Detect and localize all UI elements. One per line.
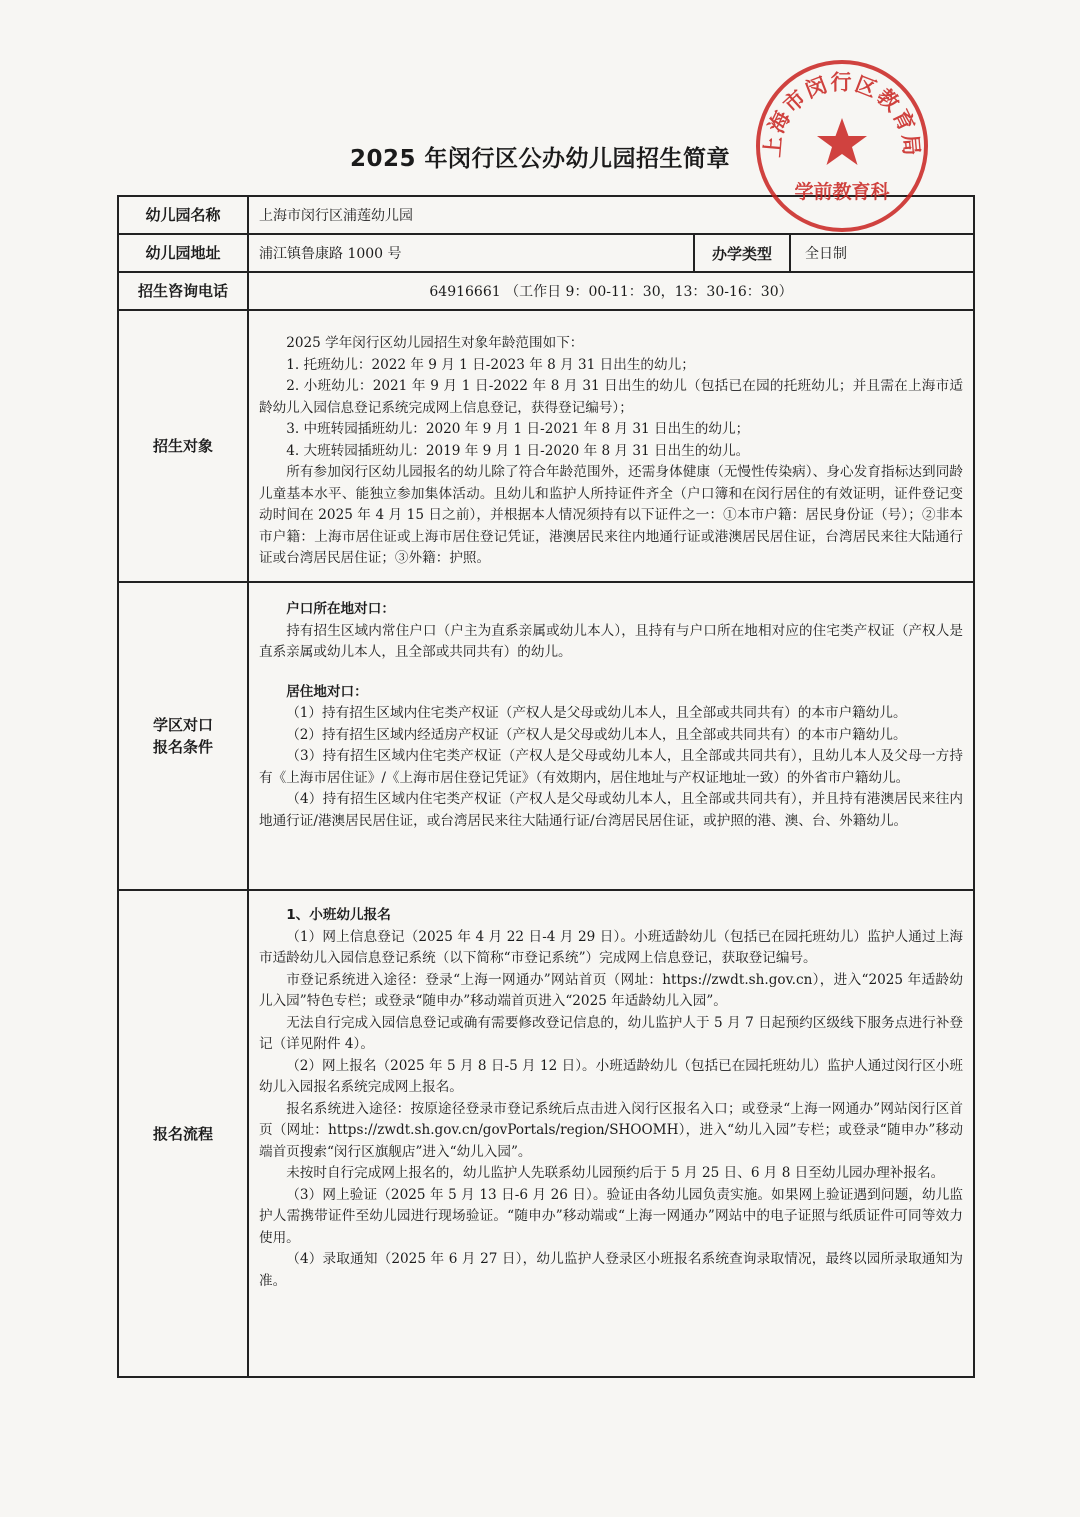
process-paragraph: 市登记系统进入途径：登录“上海一网通办”网站首页（网址：https://zwdt.sh.gov.cn），进入“2025 年适龄幼儿入园”特色专栏；或登录“随申办”移动端首页进入“2025 年适龄幼儿入园”。 [259,971,963,1009]
row-phone [119,273,973,311]
kindergarten-name-label: 幼儿园名称 [119,197,249,233]
row-process [119,891,973,1376]
target-paragraph: 所有参加闵行区幼儿园报名的幼儿除了符合年龄范围外，还需身体健康（无慢性传染病）、身心发育指标达到同龄儿童基本水平、能独立参加集体活动。且幼儿和监护人所持证件齐全（户口簿和在闵行居住的有效证明，证件登记变动时间在 2025 年 4 月 15 日之前），并根据本人情况须持有以下证件之一：①本市户籍：居民身份证（号）；②非本市户籍：上海市居住证或上海市居住登记凭证，港澳居民来往内地通行证或港澳居民居住证，台湾居民来往大陆通行证或台湾居民居住证；③外籍：护照。 [259,464,963,566]
process-paragraph: 报名系统进入途径：按原途径登录市登记系统后点击进入闵行区报名入口；或登录“上海一网通办”网站闵行区首页（网址：https://zwdt.sh.gov.cn/govPortals/region/SHOOMH），进入“幼儿入园”专栏；或登录“随申办”移动端首页搜索“闵行区旗舰店”进入“幼儿入园”。 [259,1100,963,1160]
district-body [259,599,963,832]
school-type-label: 办学类型 [693,235,791,271]
page-title: 2025 年闵行区公办幼儿园招生简章 [349,146,731,172]
enrollment-table [117,195,975,1378]
target-paragraph: 2. 小班幼儿：2021 年 9 月 1 日-2022 年 8 月 31 日出生的幼儿（包括已在园的托班幼儿；并且需在上海市适龄幼儿入园信息登记系统完成网上信息登记，获得登记编号）； [259,378,963,416]
process-paragraph: （1）网上信息登记（2025 年 4 月 22 日-4 月 29 日）。小班适龄幼儿（包括已在园托班幼儿）监护人通过上海市适龄幼儿入园信息登记系统（以下简称“市登记系统”）完成网上信息登记，获取登记编号。 [259,928,963,966]
target-paragraph: 1. 托班幼儿：2022 年 9 月 1 日-2023 年 8 月 31 日出生的幼儿； [286,356,695,373]
hukou-heading: 户口所在地对口： [286,601,395,617]
official-seal-stamp [752,56,932,236]
row-address [119,235,973,273]
address-value: 浦江镇鲁康路 1000 号 [259,246,402,262]
process-paragraph: （3）网上验证（2025 年 5 月 13 日-6 月 26 日）。验证由各幼儿园负责实施。如果网上验证遇到问题，幼儿监护人需携带证件至幼儿园进行现场验证。“随申办”移动端或“上海一网通办”网站中的电子证照与纸质证件可同等效力使用。 [259,1186,963,1246]
phone-value: 64916661 （工作日 9：00-11：30，13：30-16：30） [429,284,793,300]
residence-heading: 居住地对口： [286,683,368,700]
process-paragraph: 无法自行完成入园信息登记或确有需要修改登记信息的，幼儿监护人于 5 月 7 日起预约区级线下服务点进行补登记（详见附件 4）。 [259,1014,963,1052]
district-label-line2: 报名条件 [152,738,213,756]
target-paragraph: 2025 学年闵行区幼儿园招生对象年龄范围如下： [286,335,584,351]
process-label: 报名流程 [119,891,249,1376]
process-paragraph: （4）录取通知（2025 年 6 月 27 日），幼儿监护人登录区小班报名系统查询录取情况，最终以园所录取通知为准。 [259,1251,963,1289]
district-label [119,583,249,889]
process-paragraph: 未按时自行完成网上报名的，幼儿监护人先联系幼儿园预约后于 5 月 25 日、6 月 8 日至幼儿园办理补报名。 [286,1165,945,1181]
seal-inner-text: 学前教育科 [794,181,890,203]
school-type-value: 全日制 [805,246,847,262]
row-enrollment-target [119,311,973,583]
seal-outer-text: 上海市闵行区教育局 [760,70,924,159]
residence-item: （4）持有招生区域内住宅类产权证（产权人是父母或幼儿本人，且全部或共同共有），并且持有港澳居民来往内地通行证/港澳居民居住证，或台湾居民来往大陆通行证/台湾居民居住证，或护照的港、澳、台、外籍幼儿。 [259,791,963,829]
hukou-text: 持有招生区域内常住户口（户主为直系亲属或幼儿本人），且持有与户口所在地相对应的住宅类产权证（产权人是直系亲属或幼儿本人，且全部或共同共有）的幼儿。 [259,622,963,660]
target-paragraph: 4. 大班转园插班幼儿：2019 年 9 月 1 日-2020 年 8 月 31 日出生的幼儿。 [286,442,750,459]
target-body [259,333,963,570]
district-label-line1: 学区对口 [152,716,213,734]
kindergarten-name-value: 上海市闵行区浦莲幼儿园 [259,208,413,224]
residence-item: （1）持有招生区域内住宅类产权证（产权人是父母或幼儿本人，且全部或共同共有）的本市户籍幼儿。 [286,705,907,721]
row-district-conditions [119,583,973,891]
target-label: 招生对象 [119,311,249,581]
star-icon [817,118,867,165]
target-paragraph: 3. 中班转园插班幼儿：2020 年 9 月 1 日-2021 年 8 月 31 日出生的幼儿； [286,421,750,437]
process-body [259,905,963,1292]
residence-item: （2）持有招生区域内经适房产权证（产权人是父母或幼儿本人，且全部或共同共有）的本市户籍幼儿。 [286,726,907,743]
residence-item: （3）持有招生区域内住宅类产权证（产权人是父母或幼儿本人，且全部或共同共有），且幼儿本人及父母一方持有《上海市居住证》/《上海市居住登记凭证》（有效期内，居住地址与产权证地址一致）的外省市户籍幼儿。 [259,748,963,786]
address-label: 幼儿园地址 [119,235,249,271]
process-paragraph: （2）网上报名（2025 年 5 月 8 日-5 月 12 日）。小班适龄幼儿（包括已在园托班幼儿）监护人通过闵行区小班幼儿入园报名系统完成网上报名。 [259,1057,963,1095]
process-heading: 1、小班幼儿报名 [286,907,391,923]
phone-label: 招生咨询电话 [119,273,249,309]
